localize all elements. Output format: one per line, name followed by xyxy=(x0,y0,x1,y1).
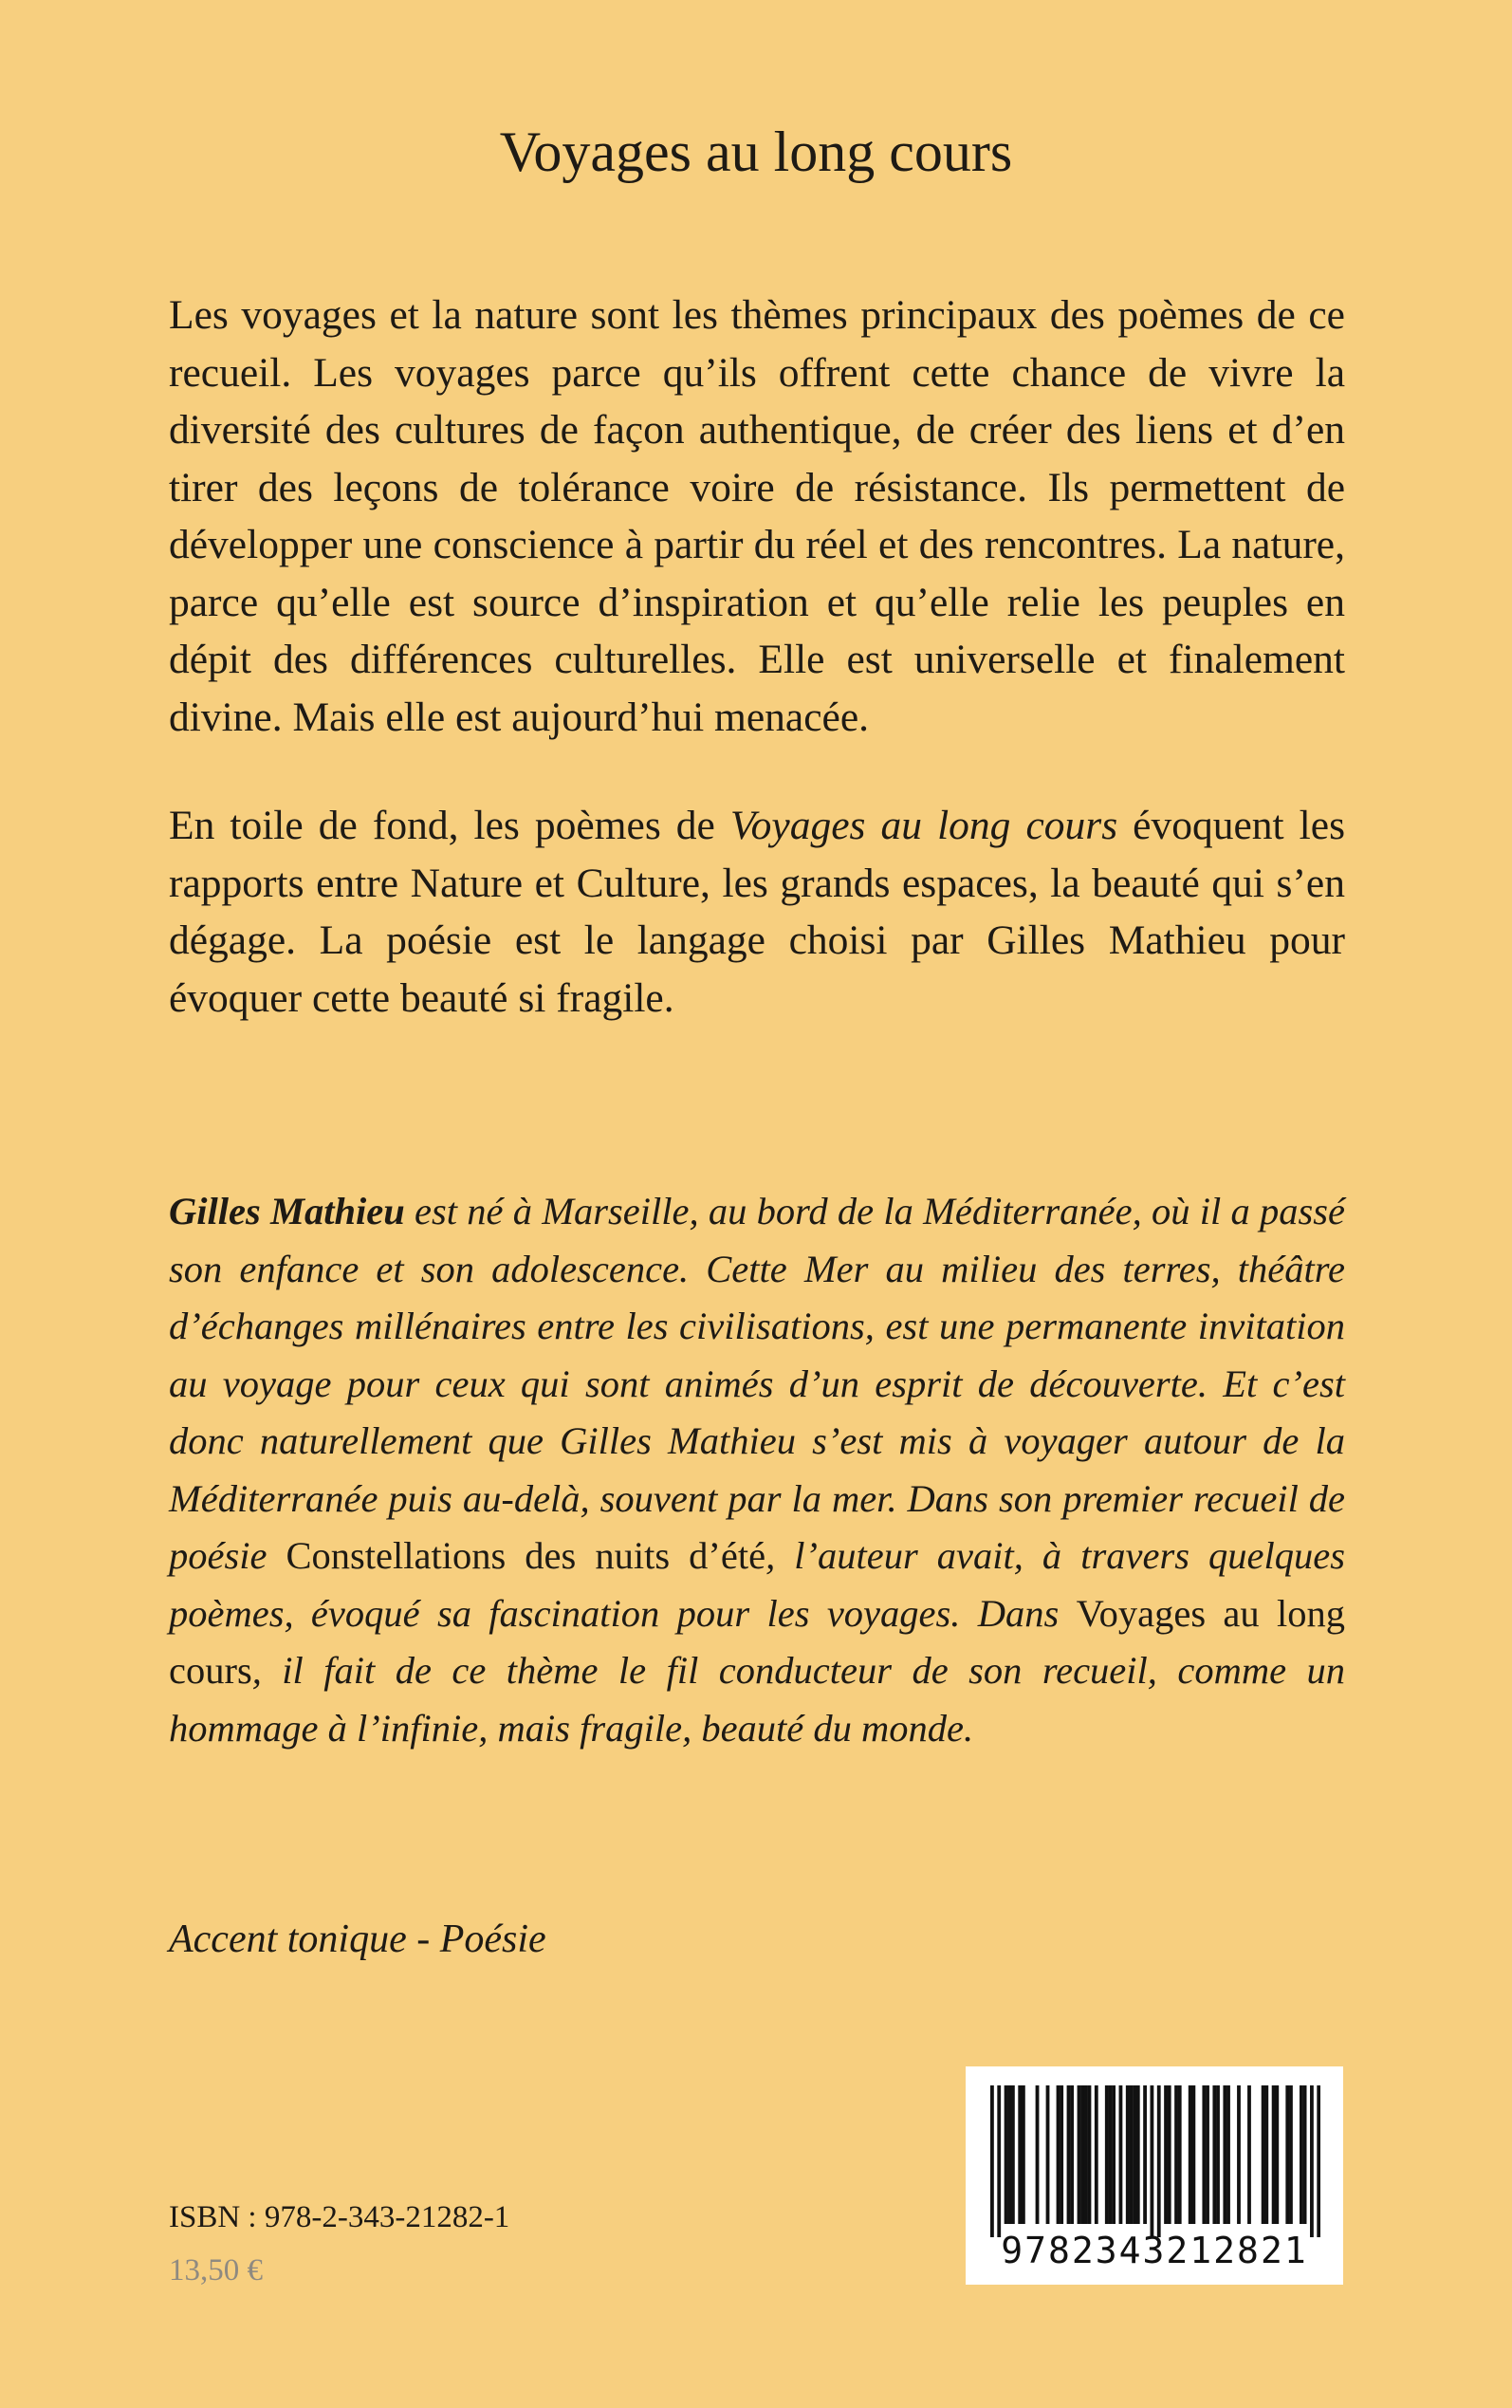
barcode-bar xyxy=(1080,2085,1084,2224)
barcode-bar xyxy=(1174,2085,1178,2224)
barcode-bar xyxy=(1262,2085,1265,2224)
summary-paragraph-2 xyxy=(169,797,1345,1027)
barcode-bar xyxy=(1310,2085,1314,2237)
barcode-bar xyxy=(1289,2085,1293,2224)
author-name: Gilles Mathieu xyxy=(169,1190,405,1232)
book-title: Voyages au long cours xyxy=(499,120,1013,183)
bio-text: , l’auteur avait, à travers quelques poèmes, évoqué sa fascination pour les voyages. Dans xyxy=(169,1534,1345,1635)
barcode-bar xyxy=(1067,2085,1071,2224)
barcode-bar xyxy=(1212,2085,1216,2224)
barcode-bar xyxy=(1060,2085,1063,2224)
barcode-bars xyxy=(990,2085,1320,2237)
barcode-bar xyxy=(990,2085,994,2237)
barcode-bar xyxy=(1136,2085,1140,2224)
barcode-bar xyxy=(1226,2085,1230,2224)
bio-text: est né à Marseille, au bord de la Méditerranée, où il a passé son enfance et son adolescence. Cette Mer au milieu des terres, théâtre d’échanges millénaires entre les civilisations, est une permanente invitation au voyage pour ceux qui sont animés d’un esprit de découverte. Et c’est donc naturellement que Gilles Mathieu s’est mis à voyager autour de la Méditerranée puis au-delà, souvent par la mer. Dans son premier recueil de poésie xyxy=(169,1190,1345,1577)
barcode-bar xyxy=(1046,2085,1050,2224)
previous-book-title: Constellations des nuits d’été xyxy=(286,1534,766,1577)
barcode-bar xyxy=(1011,2085,1015,2224)
barcode-bar xyxy=(1095,2085,1098,2224)
barcode-bar xyxy=(1005,2085,1008,2224)
barcode-bar xyxy=(1126,2085,1130,2224)
summary-book-title: Voyages au long cours xyxy=(729,803,1118,848)
barcode xyxy=(966,2066,1343,2285)
barcode-bar xyxy=(997,2085,1001,2237)
barcode-bar xyxy=(1057,2085,1060,2224)
barcode-bar xyxy=(1206,2085,1209,2224)
barcode-bar xyxy=(1189,2085,1192,2224)
barcode-bar xyxy=(1275,2085,1279,2224)
summary-paragraph-1: Les voyages et la nature sont les thèmes principaux des poèmes de ce recueil. Les voyages parce qu’ils offrent cette chance de vivre la diversité des cultures de façon authentique, de créer des liens et d’en tirer des leçons de tolérance voire de résistance. Ils permettent de développer une conscience à partir du réel et des rencontres. La nature, parce qu’elle est source d’inspiration et qu’elle relie les peuples en dépit des différences culturelles. Elle est universelle et finalement divine. Mais elle est aujourd’hui menacée. xyxy=(169,292,1345,740)
barcode-bar xyxy=(1300,2085,1303,2224)
collection-name: Accent tonique - Poésie xyxy=(169,1917,546,1961)
barcode-bar xyxy=(1223,2085,1226,2224)
barcode-bar xyxy=(1317,2085,1320,2237)
barcode-bar xyxy=(1164,2085,1168,2224)
barcode-bar xyxy=(1191,2085,1195,2224)
summary-text: évoquent les rapports entre Nature et Culture, les grands espaces, la beauté qui s’en dégage. La poésie est le langage choisi par Gilles Mathieu pour évoquer cette beauté si fragile. xyxy=(169,803,1345,1021)
barcode-bar xyxy=(1133,2085,1136,2224)
price: 13,50 € xyxy=(169,2253,263,2288)
barcode-bar xyxy=(1109,2085,1113,2224)
barcode-bar xyxy=(1088,2085,1092,2224)
barcode-bar xyxy=(1070,2085,1074,2224)
bio-text: , il fait de ce thème le fil conducteur de son recueil, comme un hommage à l’infinie, mais fragile, beauté du monde. xyxy=(169,1649,1345,1750)
barcode-bar xyxy=(1007,2085,1011,2224)
barcode-bar xyxy=(1022,2085,1025,2224)
barcode-digits: 9782343212821 xyxy=(1001,2230,1308,2271)
barcode-bar xyxy=(1119,2085,1123,2224)
barcode-bar xyxy=(1157,2085,1161,2237)
barcode-bar xyxy=(1178,2085,1182,2224)
barcode-bar xyxy=(1112,2085,1116,2224)
barcode-bar xyxy=(1264,2085,1268,2224)
barcode-bar xyxy=(1285,2085,1289,2224)
barcode-bar xyxy=(1272,2085,1276,2224)
barcode-bar xyxy=(1151,2085,1154,2237)
isbn: ISBN : 978-2-343-21282-1 xyxy=(169,2200,510,2234)
barcode-bar xyxy=(1168,2085,1171,2224)
barcode-bar xyxy=(1105,2085,1109,2224)
author-biography xyxy=(169,1183,1345,1757)
barcode-bar xyxy=(1216,2085,1220,2224)
barcode-bar xyxy=(1202,2085,1206,2224)
barcode-bar xyxy=(1036,2085,1040,2224)
barcode-bar xyxy=(1247,2085,1251,2224)
barcode-bar xyxy=(1143,2085,1147,2224)
barcode-bar xyxy=(1237,2085,1241,2224)
summary-text: En toile de fond, les poèmes de xyxy=(169,803,730,848)
barcode-bar xyxy=(1018,2085,1022,2224)
barcode-bar xyxy=(1084,2085,1088,2224)
barcode-bar xyxy=(1303,2085,1307,2224)
barcode-bar xyxy=(1078,2085,1081,2224)
current-book-title: Voyages au long cours xyxy=(169,1591,1345,1692)
barcode-bar xyxy=(1130,2085,1134,2224)
